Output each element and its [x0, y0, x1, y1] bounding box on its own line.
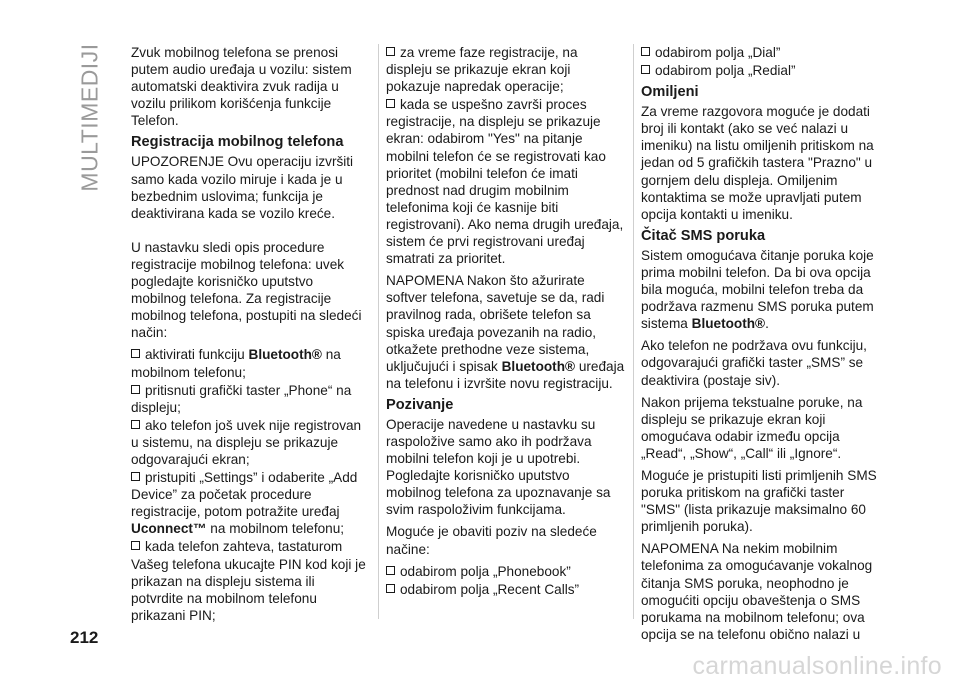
bluetooth-term: Bluetooth® [248, 347, 322, 363]
bullet-item: za vreme faze registracije, na displeju se prikazuje ekran koji pokazuje napredak operacije; [386, 45, 578, 95]
sms-note-paragraph: NAPOMENA Na nekim mobilnim telefonima za omogućavanje vokalnog čitanja SMS poruka, neophodno je omogućiti opciju obaveštenja o SMS porukama na mobilnom telefonu; ova opcija se na telefonu obično nalazi u [641, 541, 873, 642]
bluetooth-term: Bluetooth® [691, 316, 766, 332]
checkbox-bullet-icon [131, 472, 140, 481]
bullet-item: aktivirati funkciju Bluetooth® na mobilnom telefonu; [131, 347, 341, 380]
section-side-title-text: MULTIMEDIJI [76, 42, 103, 192]
page-number: 212 [70, 628, 99, 647]
checkbox-bullet-icon [131, 420, 140, 429]
heading-sms-reader: Čitač SMS poruka [641, 227, 766, 244]
section-side-title [74, 42, 106, 192]
column-2 [386, 44, 626, 599]
checkbox-bullet-icon [386, 584, 395, 593]
favorites-paragraph: Za vreme razgovora moguće je dodati broj ili kontakt (ako se već nalazi u imeniku) na listu omiljenih pritiskom na jedan od 5 grafičkih tastera "Prazno" u gornjem delu displeja. Omiljenim kontaktima se može upravljati putem opcija kontakti u imeniku. [641, 104, 874, 222]
heading-calling: Pozivanje [386, 396, 454, 413]
sms-paragraph: Nakon prijema tekstualne poruke, na displeju se prikazuje ekran koji omogućava odabir između opcija „Read“, „Show“, „Call“ ili „Ignore“. [641, 394, 863, 461]
heading-favorites: Omiljeni [641, 84, 699, 101]
checkbox-bullet-icon [386, 99, 395, 108]
column-divider [633, 44, 634, 619]
bluetooth-term: Bluetooth® [501, 358, 576, 374]
checkbox-bullet-icon [641, 47, 650, 56]
checkbox-bullet-icon [131, 385, 140, 394]
bullet-item: pristupiti „Settings” i odaberite „Add Device” za početak procedure registracije, potom potražite uređaj Uconnect™ na mobilnom telefonu; [131, 470, 358, 537]
checkbox-bullet-icon [641, 65, 650, 74]
bullet-item: odabirom polja „Redial” [641, 62, 881, 79]
spacer [131, 227, 369, 239]
checkbox-bullet-icon [131, 349, 140, 358]
checkbox-bullet-icon [386, 566, 395, 575]
column-divider [378, 44, 379, 619]
bullet-item: odabirom polja „Recent Calls” [386, 581, 626, 598]
uconnect-term: Uconnect™ [131, 521, 207, 537]
bullet-item: pritisnuti grafički taster „Phone“ na displeju; [131, 382, 352, 415]
bullet-item: odabirom polja „Dial” [641, 44, 881, 61]
sms-paragraph: Sistem omogućava čitanje poruka koje prima mobilni telefon. Da bi ova opcija bila moguća, mobilni telefon treba da podržava razmenu SMS poruka putem sistema Bluetooth®. [641, 247, 874, 332]
warning-paragraph: UPOZORENJE Ovu operaciju izvršiti samo kada vozilo miruje i kada je u bezbednim uslovima; funkcija je deaktivirana kada se vozilo kreće. [131, 154, 354, 221]
note-paragraph: NAPOMENA Nakon što ažurirate softver telefona, savetuje se da, radi pravilnog rada, obrišete telefon sa spiska uređaja povezanih na radio, otkažete prethodne veze sistema, uključujući i spisak Bluetooth® uređaja na telefonu i izvršite novu registraciju. [386, 273, 625, 391]
procedure-paragraph: U nastavku sledi opis procedure registracije mobilnog telefona: uvek pogledajte korisničko uputstvo mobilnog telefona. Za registracije mobilnog telefona, postupiti na sledeći način: [131, 239, 362, 341]
bullet-item: kada se uspešno završi proces registracije, na displeju se prikazuje ekran: odabirom "Yes" na pitanje mobilni telefon će se registrovati kao prioritet (mobilni telefon će imati prednost nad drugim mobilnim telefonima koji će kasnije biti registrovani). Ako nema drugih uređaja, sistem će prvi registrovani uređaj smatrati za prioritet. [386, 97, 624, 267]
heading-registration: Registracija mobilnog telefona [131, 134, 344, 151]
bullet-item: ako telefon još uvek nije registrovan u sistemu, na displeju se prikazuje odgovarajući ekran; [131, 417, 362, 467]
bullet-item: odabirom polja „Phonebook” [386, 563, 626, 580]
sms-paragraph: Ako telefon ne podržava ovu funkciju, odgovarajući grafički taster „SMS” se deaktivira (postaje siv). [641, 338, 867, 388]
calling-paragraph: Operacije navedene u nastavku su raspoložive samo ako ih podržava mobilni telefon koji je u upotrebi. Pogledajte korisničko uputstvo mobilnog telefona za upoznavanje sa svim raspoloživim funkcijama. [386, 416, 611, 518]
sms-paragraph: Moguće je pristupiti listi primljenih SMS poruka pritiskom na grafički taster "SMS" (lista prikazuje maksimalno 60 primljenih poruka). [641, 467, 877, 535]
bullet-item: kada telefon zahteva, tastaturom Vašeg telefona ukucajte PIN kod koji je prikazan na displeju sistema ili potvrdite na mobilnom telefonu prikazani PIN; [131, 539, 366, 623]
checkbox-bullet-icon [131, 541, 140, 550]
column-3 [641, 44, 881, 648]
checkbox-bullet-icon [386, 47, 395, 56]
column-1 [131, 44, 369, 625]
footer-watermark: carmanualsonline.info [692, 652, 942, 680]
intro-paragraph: Zvuk mobilnog telefona se prenosi putem audio uređaja u vozilu: sistem automatski deaktivira zvuk radija u vozilu prilikom korišćenja funkcije Telefon. [131, 45, 352, 129]
calling-ways-paragraph: Moguće je obaviti poziv na sledeće načine: [386, 524, 597, 557]
